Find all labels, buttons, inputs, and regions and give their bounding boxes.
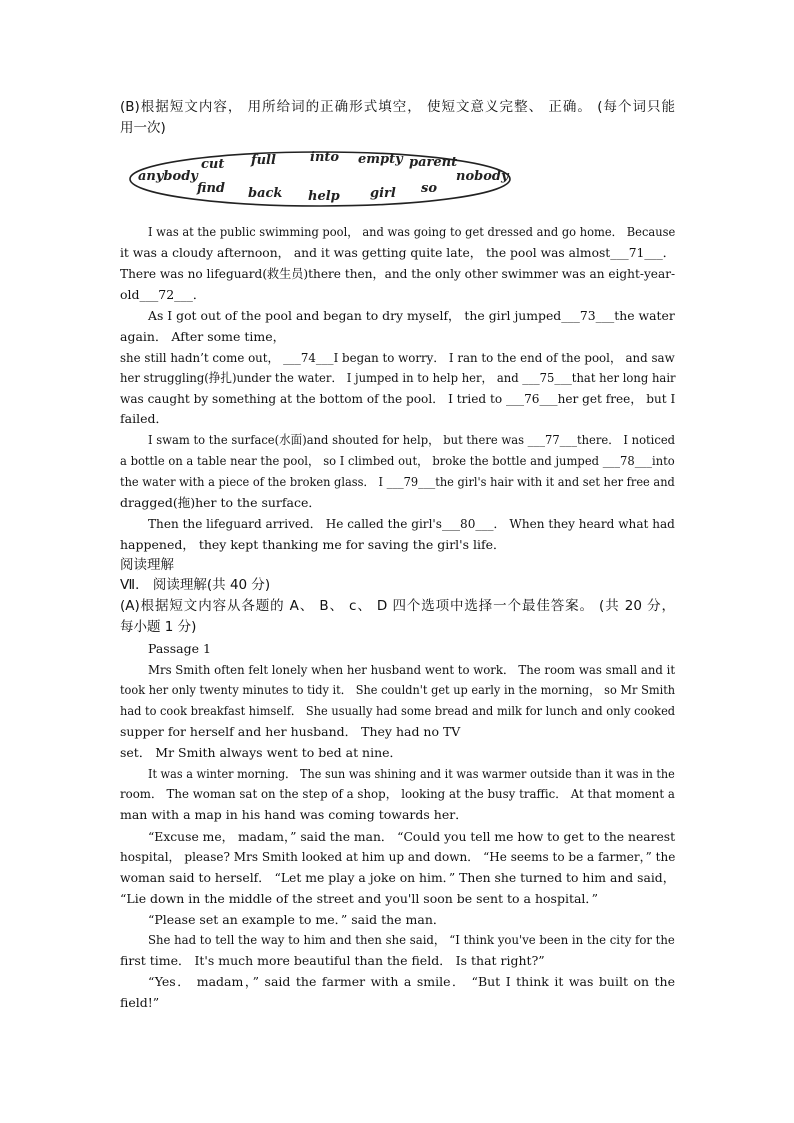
section-a-instructions-2: 每小题 1 分)	[120, 619, 197, 635]
cloze-line: again． After some time，	[120, 329, 286, 344]
section-vii-title: Ⅶ． 阅读理解(共 40 分)	[120, 577, 271, 593]
cloze-line: As I got out of the pool and began to dry myself， the girl jumped___73___the water	[148, 308, 675, 323]
cloze-line: I was at the public swimming pool， and was going to get dressed and go home． Because	[148, 224, 676, 239]
passage-line: hospital， please? Mrs Smith looked at him up and down． “He seems to be a farmer，” the	[120, 849, 676, 864]
passage-line: had to cook breakfast himself． She usually had some bread and milk for lunch and only cooked	[120, 703, 676, 718]
passage-line: first time． It's much more beautiful than the field． Is that right?”	[120, 953, 545, 968]
word-find: find	[197, 181, 225, 196]
passage-line: woman said to herself． “Let me play a joke on him．” Then she turned to him and said，	[120, 870, 676, 885]
cloze-line: Then the lifeguard arrived． He called the girl's___80___． When they heard what had	[148, 516, 675, 531]
word-cut: cut	[201, 157, 225, 172]
passage-line: It was a winter morning． The sun was shining and it was warmer outside than it was in the	[148, 766, 675, 781]
passage-line: Mrs Smith often felt lonely when her husband went to work． The room was small and it	[148, 662, 676, 677]
word-full: full	[251, 153, 276, 168]
cloze-line: failed．	[120, 411, 168, 426]
word-empty: empty	[358, 152, 403, 167]
word-nobody: nobody	[456, 169, 509, 184]
cloze-line: There was no lifeguard(救生员)there then，and the only other swimmer was an eight-year-	[120, 266, 676, 281]
cloze-line: it was a cloudy afternoon， and it was getting quite late， the pool was almost___71___．	[120, 245, 676, 260]
cloze-line: she still hadn’t come out， ___74___I began to worry． I ran to the end of the pool， and saw	[120, 350, 675, 365]
passage-line: supper for herself and her husband． They had no TV	[120, 724, 461, 739]
word-help: help	[308, 189, 340, 204]
passage-line: “Lie down in the middle of the street and you'll soon be sent to a hospital．”	[120, 891, 599, 906]
cloze-line: I swam to the surface(水面)and shouted for help， but there was ___77___there． I noticed	[148, 432, 676, 447]
passage-line: took her only twenty minutes to tidy it． She couldn't get up early in the morning， so Mr Smith	[120, 682, 676, 697]
passage-line: “Yes． madam，” said the farmer with a smile． “But I think it was built on the	[148, 974, 675, 989]
word-box	[126, 147, 514, 211]
passage-line: “Excuse me， madam，” said the man． “Could you tell me how to get to the nearest	[148, 829, 676, 844]
passage-line: She had to tell the way to him and then she said， “I think you've been in the city for the	[148, 932, 675, 947]
passage-line: set． Mr Smith always went to bed at nine．	[120, 745, 403, 760]
word-back: back	[248, 186, 283, 201]
section-b-heading-1: (B)根据短文内容， 用所给词的正确形式填空， 使短文意义完整、 正确。 (每个词只能	[120, 99, 675, 115]
cloze-line: was caught by something at the bottom of the pool． I tried to ___76___her get free， but I	[120, 391, 676, 406]
cloze-line: her struggling(挣扎)under the water． I jumped in to help her， and ___75___that her long hair	[120, 370, 676, 385]
cloze-line: dragged(拖)her to the surface．	[120, 495, 321, 510]
word-so: so	[421, 181, 437, 196]
reading-label: 阅读理解	[120, 557, 174, 573]
cloze-line: old___72___．	[120, 287, 206, 302]
section-a-instructions-1: (A)根据短文内容从各题的 A、 B、 c、 D 四个选项中选择一个最佳答案。 (共 20 分，	[120, 598, 675, 614]
passage-line: field!”	[120, 995, 160, 1010]
section-b-heading-2: 用一次)	[120, 120, 166, 136]
word-parent: parent	[409, 155, 458, 170]
cloze-line: a bottle on a table near the pool， so I climbed out， broke the bottle and jumped ___78___into	[120, 453, 675, 468]
cloze-line: the water with a piece of the broken glass． I ___79___the girl's hair with it and set her free and	[120, 474, 675, 489]
word-girl: girl	[370, 186, 396, 201]
passage-title: Passage 1	[148, 641, 211, 656]
passage-line: room． The woman sat on the step of a shop， looking at the busy traffic． At that moment a	[120, 786, 675, 801]
cloze-line: happened， they kept thanking me for saving the girl's life．	[120, 537, 506, 552]
passage-line: man with a map in his hand was coming towards her．	[120, 807, 468, 822]
word-anybody: anybody	[138, 169, 198, 184]
passage-line: “Please set an example to me．” said the man．	[148, 912, 446, 927]
word-into: into	[310, 150, 340, 165]
